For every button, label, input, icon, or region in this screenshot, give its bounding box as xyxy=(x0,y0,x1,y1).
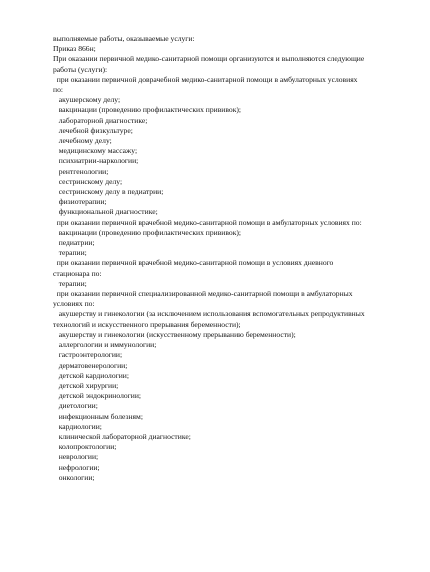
document-line: при оказании первичной врачебной медико-санитарной помощи в амбулаторных условиях по: xyxy=(53,217,362,227)
document-line: терапии; xyxy=(53,248,87,258)
document-line: сестринскому делу в педиатрии; xyxy=(53,187,164,197)
document-line: психиатрии-наркологии; xyxy=(53,156,139,166)
document-line: рентгенологии; xyxy=(53,166,109,176)
document-line: гастроэнтерологии; xyxy=(53,350,123,360)
document-line: работы (услуги): xyxy=(53,64,108,74)
document-line: педиатрии; xyxy=(53,238,95,248)
document-line: детской эндокринологии; xyxy=(53,391,142,401)
document-line: выполняемые работы, оказываемые услуги: xyxy=(53,34,195,43)
document-line: детской кардиологии; xyxy=(53,370,129,380)
document-line: условиях по: xyxy=(53,299,95,309)
document-line: при оказании первичной врачебной медико-санитарной помощи в условиях дневного xyxy=(53,258,334,268)
document-line: При оказании первичной медико-санитарной помощи организуются и выполняются следующие xyxy=(53,54,365,64)
document-line: вакцинации (проведению профилактических прививок); xyxy=(53,105,242,115)
document-line: по: xyxy=(53,85,63,95)
document-line: при оказании первичной специализированной медико-санитарной помощи в амбулаторных xyxy=(53,289,353,299)
document-line: акушерству и гинекологии (за исключением использования вспомогательных репродуктивных xyxy=(53,309,365,319)
document-line: дерматовенерологии; xyxy=(53,360,128,370)
document-line: детской хирургии; xyxy=(53,380,119,390)
document-line: лечебному делу; xyxy=(53,136,112,146)
document-line: стационара по: xyxy=(53,268,102,278)
document-line: инфекционным болезням; xyxy=(53,411,143,421)
document-line: при оказании первичной доврачебной медико-санитарной помощи в амбулаторных условиях xyxy=(53,74,358,84)
document-line: нефрологии; xyxy=(53,462,100,472)
document-line: лечебной физкультуре; xyxy=(53,125,133,135)
document-line: терапии; xyxy=(53,278,87,288)
document-line: акушерскому делу; xyxy=(53,95,121,105)
document-line: аллергологии и иммунологии; xyxy=(53,340,157,350)
document-line: вакцинации (проведению профилактических прививок); xyxy=(53,227,242,237)
document-line: неврологии; xyxy=(53,452,99,462)
document-line: онкологии; xyxy=(53,472,95,482)
document-line: сестринскому делу; xyxy=(53,176,123,186)
document-line: лабораторной диагностике; xyxy=(53,115,148,125)
document-line: технологий и искусственного прерывания беременности); xyxy=(53,319,241,329)
document-line: акушерству и гинекологии (искусственному прерыванию беременности); xyxy=(53,329,296,339)
document-line: функциональной диагностике; xyxy=(53,207,158,217)
document-line: кардиологии; xyxy=(53,421,102,431)
document-line: Приказ 866н; xyxy=(53,44,96,54)
document-line: клинической лабораторной диагностике; xyxy=(53,431,191,441)
document-line: медицинскому массажу; xyxy=(53,146,138,156)
document-line: диетологии; xyxy=(53,401,98,411)
document-line: колопроктологии; xyxy=(53,442,117,452)
document-line: физиотерапии; xyxy=(53,197,107,207)
